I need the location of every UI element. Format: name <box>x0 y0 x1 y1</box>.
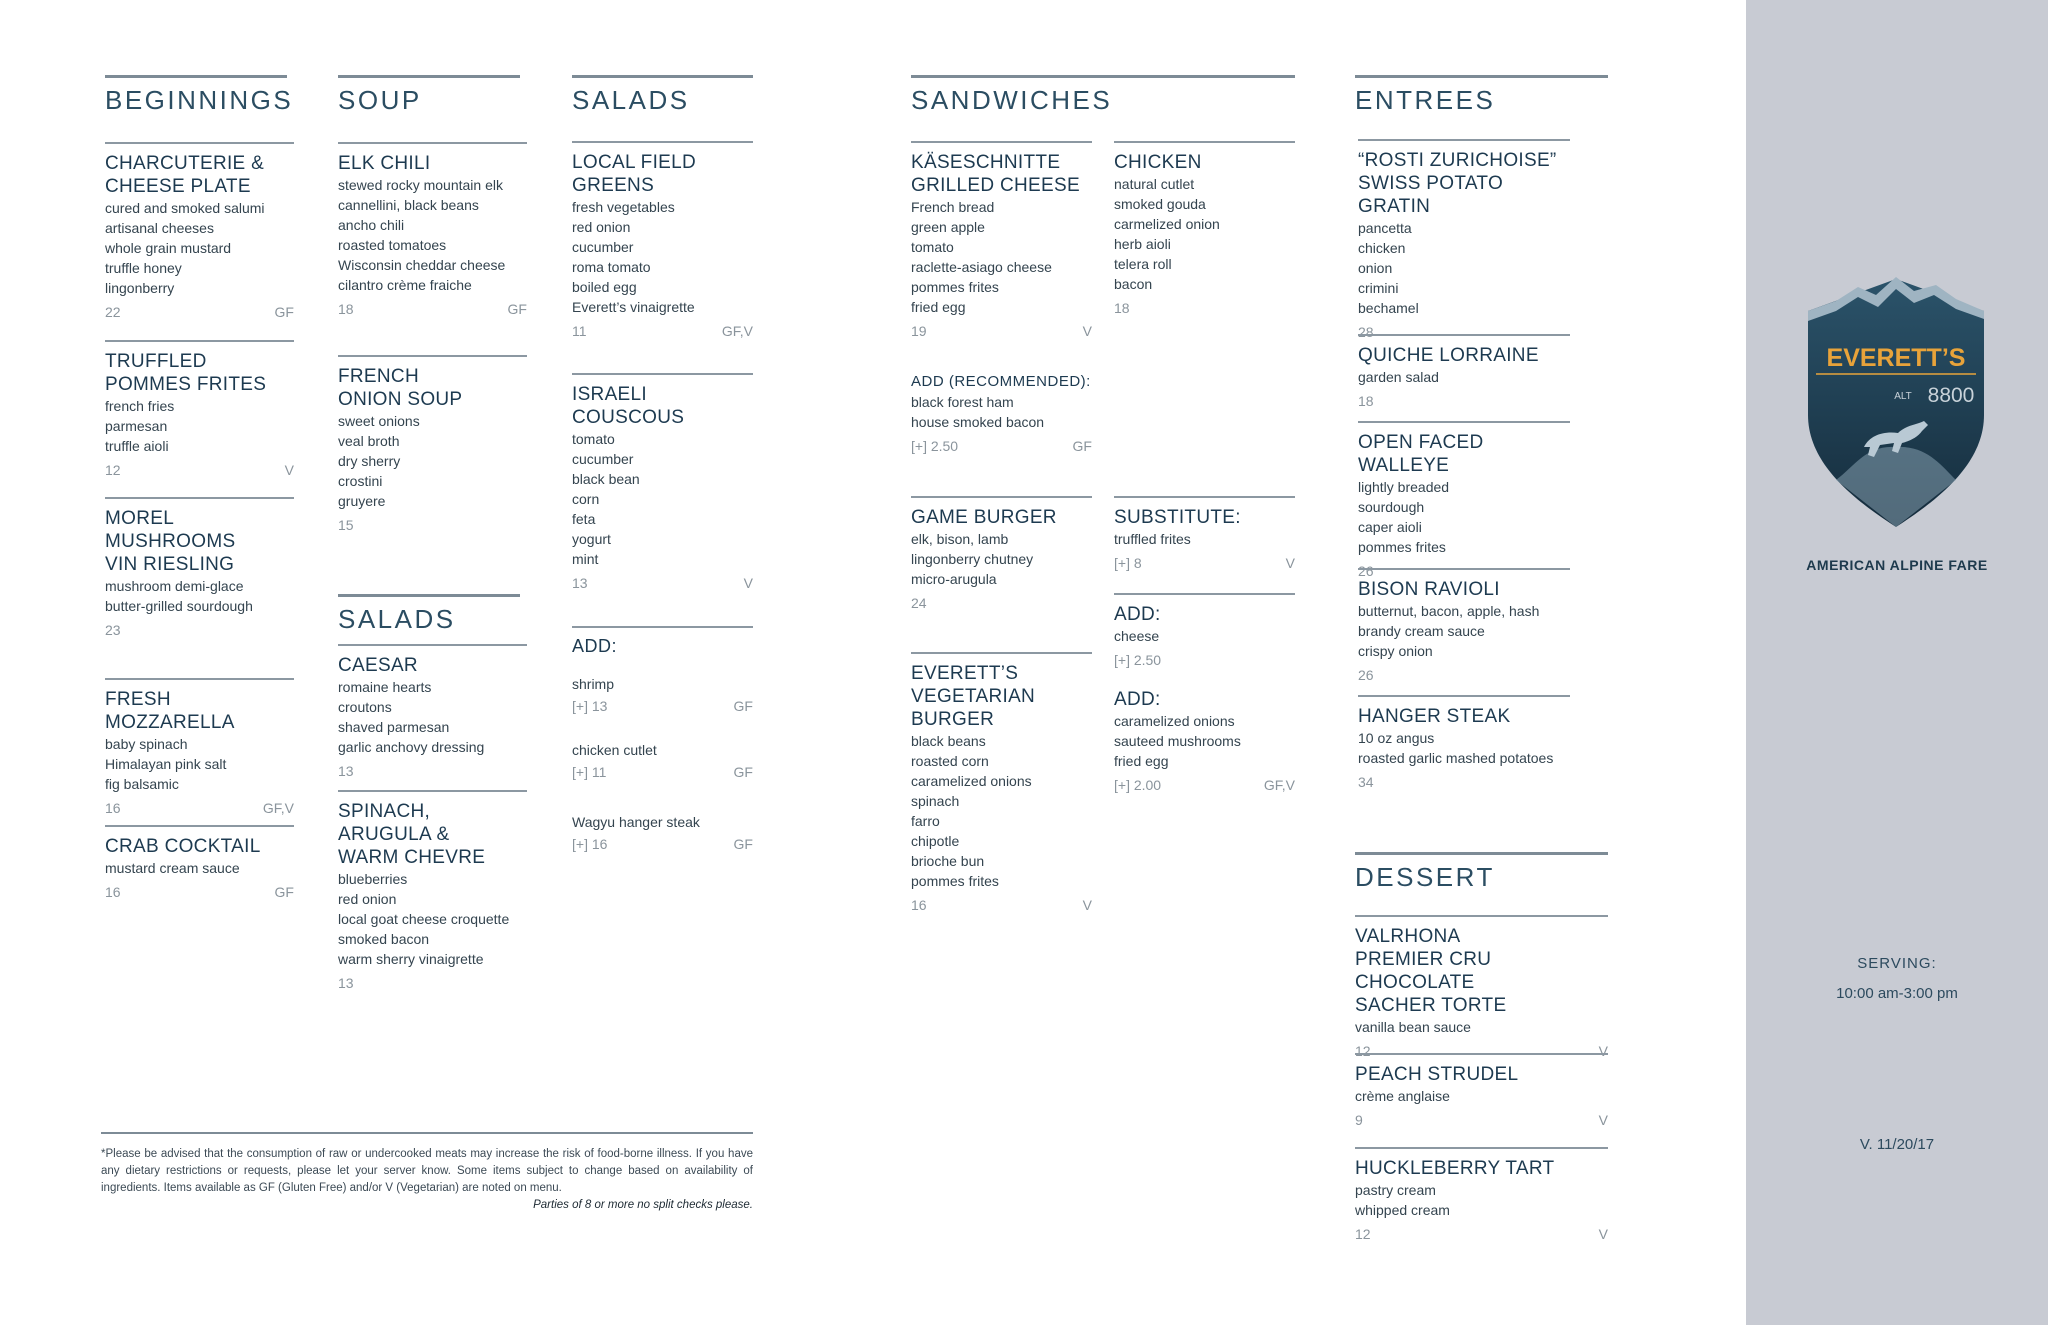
section-rule <box>338 594 520 597</box>
item-price: 12 <box>1355 1226 1371 1242</box>
item-ingredient: pommes frites <box>911 279 999 295</box>
serving-label: SERVING: <box>1857 955 1937 972</box>
menu-item-sacher-torte <box>1355 915 1608 1061</box>
item-ingredient: smoked gouda <box>1114 196 1206 212</box>
item-diet-tag: V <box>1598 1226 1608 1242</box>
menu-item-israeli-couscous <box>572 373 753 593</box>
menu-version: V. 11/20/17 <box>1859 1136 1935 1153</box>
item-name: HUCKLEBERRY TART <box>1355 1158 1555 1179</box>
item-name: LOCAL FIELD GREENS <box>572 152 697 196</box>
addon-recommended: ADD (RECOMMENDED): black forest ham house smoked bacon [+] 2.50 GF <box>911 373 1092 454</box>
serving-hours: 10:00 am-3:00 pm <box>1836 985 1958 1002</box>
item-ingredient: roasted tomatoes <box>338 237 447 253</box>
item-name: GAME BURGER <box>911 507 1057 528</box>
item-ingredient: pommes frites <box>911 873 999 889</box>
item-ingredient: lingonberry chutney <box>911 551 1034 567</box>
item-ingredient: spinach <box>911 793 960 809</box>
addon-option: shrimp [+] 13 GF <box>572 676 753 714</box>
item-diet-tag: V <box>1082 897 1092 913</box>
item-ingredient: truffle honey <box>105 260 182 276</box>
item-price: 18 <box>338 301 354 317</box>
item-name: OPEN FACED WALLEYE <box>1358 432 1484 476</box>
section-salads-title: SALADS <box>572 85 690 115</box>
item-ingredient: croutons <box>338 699 392 715</box>
item-ingredient: pancetta <box>1358 220 1412 236</box>
item-ingredient: fried egg <box>911 299 966 315</box>
section-beginnings-title: BEGINNINGS <box>105 85 294 115</box>
section-salads-2-title: SALADS <box>338 604 456 634</box>
item-name: HANGER STEAK <box>1358 706 1511 727</box>
item-ingredient: fig balsamic <box>105 776 179 792</box>
section-rule <box>338 75 520 78</box>
item-diet-tag: V <box>1598 1043 1608 1059</box>
logo-alt-label: ALT <box>1894 391 1912 402</box>
item-ingredient: smoked bacon <box>338 931 430 947</box>
item-diet-tag: V <box>1082 323 1092 339</box>
footer-notice <box>101 1146 753 1214</box>
item-ingredient: brioche bun <box>911 853 985 869</box>
item-price: 26 <box>1358 667 1374 683</box>
item-ingredient: truffle aioli <box>105 438 169 454</box>
menu-item-game-burger <box>911 496 1092 613</box>
item-ingredient: micro-arugula <box>911 571 997 587</box>
menu-item-spinach-arugula <box>338 790 527 993</box>
item-diet-tag: GF <box>507 301 527 317</box>
section-rule <box>1355 852 1608 855</box>
item-ingredient: chicken <box>1358 240 1406 256</box>
menu-item-crab-cocktail <box>105 825 294 902</box>
item-ingredient: blueberries <box>338 871 408 887</box>
item-ingredient: raclette-asiago cheese <box>911 259 1052 275</box>
item-ingredient: roma tomato <box>572 259 651 275</box>
item-ingredient: whipped cream <box>1355 1202 1450 1218</box>
salad-addons <box>572 626 753 854</box>
item-diet-tag: GF <box>274 884 294 900</box>
footer-disclaimer: *Please be advised that the consumption of raw or undercooked meats may increase the risk of food-borne illness. If you have any dietary restrictions or requests, please let your server know. Some items subject to change based on availability of ingredients. Items available as GF (Gluten Free) and/or V (Vegetarian) are noted on menu. <box>101 1148 753 1194</box>
item-ingredient: crimini <box>1358 280 1399 296</box>
brand-tagline: AMERICAN ALPINE FARE <box>1806 557 1988 573</box>
item-name: KÄSESCHNITTE GRILLED CHEESE <box>911 152 1080 196</box>
item-ingredient: lingonberry <box>105 280 175 296</box>
item-price: 23 <box>105 622 121 638</box>
addon-option: chicken cutlet [+] 11 GF <box>572 742 753 780</box>
item-name: PEACH STRUDEL <box>1355 1064 1519 1085</box>
item-price: 18 <box>1114 300 1130 316</box>
item-name: MOREL MUSHROOMS VIN RIESLING <box>105 508 236 575</box>
item-price: 26 <box>1358 563 1374 579</box>
item-ingredient: garden salad <box>1358 369 1439 385</box>
item-name: FRESH MOZZARELLA <box>105 689 235 733</box>
item-ingredient: mushroom demi-glace <box>105 578 244 594</box>
item-ingredient: Wisconsin cheddar cheese <box>338 257 506 273</box>
item-ingredient: shaved parmesan <box>338 719 450 735</box>
item-ingredient: corn <box>572 491 600 507</box>
item-ingredient: onion <box>1358 260 1393 276</box>
item-diet-tag: V <box>1598 1112 1608 1128</box>
item-ingredient: herb aioli <box>1114 236 1171 252</box>
item-price: 13 <box>338 763 354 779</box>
item-ingredient: 10 oz angus <box>1358 730 1435 746</box>
item-ingredient: pommes frites <box>1358 539 1446 555</box>
item-price: 12 <box>105 462 121 478</box>
menu-item-truffled-pommes-frites <box>105 340 294 480</box>
menu-item-vegetarian-burger <box>911 652 1092 915</box>
item-ingredient: cured and smoked salumi <box>105 200 265 216</box>
item-ingredient: French bread <box>911 199 995 215</box>
footer-parties-note: Parties of 8 or more no split checks please. <box>533 1199 753 1211</box>
section-rule <box>572 75 753 78</box>
item-price: 9 <box>1355 1112 1363 1128</box>
item-ingredient: cucumber <box>572 451 634 467</box>
menu-item-bison-ravioli <box>1358 568 1570 685</box>
menu-item-elk-chili <box>338 142 527 319</box>
item-price: 11 <box>572 323 587 339</box>
item-ingredient: red onion <box>572 219 631 235</box>
menu-item-fresh-mozzarella <box>105 678 294 818</box>
item-name: QUICHE LORRAINE <box>1358 345 1539 366</box>
item-name: BISON RAVIOLI <box>1358 579 1500 600</box>
item-ingredient: vanilla bean sauce <box>1355 1019 1471 1035</box>
item-ingredient: butter-grilled sourdough <box>105 598 253 614</box>
addon-vegetables: ADD: caramelized onions sauteed mushrooms fried egg [+] 2.00 GF,V <box>1114 689 1295 793</box>
addon-option: Wagyu hanger steak [+] 16 GF <box>572 814 753 852</box>
item-ingredient: warm sherry vinaigrette <box>338 951 484 967</box>
item-ingredient: natural cutlet <box>1114 176 1195 192</box>
menu-item-caesar <box>338 644 527 781</box>
section-rule <box>105 75 287 78</box>
item-ingredient: butternut, bacon, apple, hash <box>1358 603 1540 619</box>
item-ingredient: garlic anchovy dressing <box>338 739 485 755</box>
item-ingredient: ancho chili <box>338 217 405 233</box>
section-rule <box>1355 75 1608 78</box>
everetts-logo <box>1806 275 1986 530</box>
item-diet-tag: V <box>743 575 753 591</box>
menu-item-quiche <box>1358 334 1570 411</box>
item-price: 16 <box>105 884 121 900</box>
item-ingredient: chipotle <box>911 833 960 849</box>
item-ingredient: baby spinach <box>105 736 188 752</box>
item-diet-tag: V <box>284 462 294 478</box>
section-dessert-title: DESSERT <box>1355 862 1495 892</box>
section-rule <box>911 75 1295 78</box>
footer-rule <box>101 1132 753 1134</box>
item-ingredient: bacon <box>1114 276 1153 292</box>
brand-sidebar <box>1746 0 2048 1325</box>
item-ingredient: sourdough <box>1358 499 1425 515</box>
item-ingredient: red onion <box>338 891 397 907</box>
item-ingredient: fresh vegetables <box>572 199 675 215</box>
item-ingredient: lightly breaded <box>1358 479 1450 495</box>
menu-item-hanger-steak <box>1358 695 1570 792</box>
item-name: ISRAELI COUSCOUS <box>572 384 685 428</box>
item-ingredient: roasted garlic mashed potatoes <box>1358 750 1554 766</box>
item-ingredient: caramelized onions <box>911 773 1032 789</box>
menu-item-charcuterie <box>105 142 294 322</box>
item-price: 28 <box>1358 324 1374 340</box>
item-ingredient: romaine hearts <box>338 679 432 695</box>
item-name: CHICKEN <box>1114 152 1202 173</box>
item-ingredient: roasted corn <box>911 753 989 769</box>
item-name: FRENCH ONION SOUP <box>338 366 463 410</box>
menu-item-chicken <box>1114 141 1295 318</box>
menu-item-huckleberry-tart <box>1355 1147 1608 1244</box>
menu-item-french-onion-soup <box>338 355 527 535</box>
item-ingredient: cannellini, black beans <box>338 197 479 213</box>
item-ingredient: stewed rocky mountain elk <box>338 177 503 193</box>
item-ingredient: feta <box>572 511 596 527</box>
item-price: 24 <box>911 595 927 611</box>
item-price: 15 <box>338 517 354 533</box>
item-ingredient: crostini <box>338 473 383 489</box>
item-ingredient: black beans <box>911 733 986 749</box>
logo-alt-value: 8800 <box>1927 384 1975 407</box>
item-ingredient: tomato <box>572 431 615 447</box>
item-ingredient: crispy onion <box>1358 643 1433 659</box>
item-price: 12 <box>1355 1043 1371 1059</box>
item-name: ELK CHILI <box>338 153 431 174</box>
item-name: CHARCUTERIE & CHEESE PLATE <box>105 153 265 197</box>
item-ingredient: elk, bison, lamb <box>911 531 1009 547</box>
menu-item-morel-mushrooms <box>105 497 294 640</box>
item-ingredient: mustard cream sauce <box>105 860 240 876</box>
item-ingredient: gruyere <box>338 493 386 509</box>
item-ingredient: green apple <box>911 219 985 235</box>
section-sandwiches-title: SANDWICHES <box>911 85 1113 115</box>
item-ingredient: dry sherry <box>338 453 401 469</box>
item-price: 19 <box>911 323 927 339</box>
item-diet-tag: GF <box>274 304 294 320</box>
item-ingredient: Everett’s vinaigrette <box>572 299 695 315</box>
item-ingredient: telera roll <box>1114 256 1172 272</box>
addon-substitute: SUBSTITUTE: truffled frites [+] 8 V <box>1114 496 1295 573</box>
item-ingredient: french fries <box>105 398 175 414</box>
item-ingredient: artisanal cheeses <box>105 220 214 236</box>
menu-item-peach-strudel <box>1355 1053 1608 1130</box>
item-name: SPINACH, ARUGULA & WARM CHEVRE <box>338 801 486 868</box>
item-name: EVERETT’S VEGETARIAN BURGER <box>911 663 1036 730</box>
item-price: 22 <box>105 304 121 320</box>
item-name: CRAB COCKTAIL <box>105 836 261 857</box>
item-ingredient: carmelized onion <box>1114 216 1220 232</box>
item-ingredient: cucumber <box>572 239 634 255</box>
item-ingredient: black bean <box>572 471 640 487</box>
item-ingredient: mint <box>572 551 599 567</box>
item-price: 13 <box>572 575 588 591</box>
item-ingredient: tomato <box>911 239 954 255</box>
item-ingredient: farro <box>911 813 940 829</box>
menu-item-rosti <box>1358 139 1570 342</box>
item-ingredient: Himalayan pink salt <box>105 756 227 772</box>
item-ingredient: caper aioli <box>1358 519 1422 535</box>
salad-addons-title: ADD: <box>572 636 618 656</box>
section-entrees-title: ENTREES <box>1355 85 1496 115</box>
item-name: CAESAR <box>338 655 418 676</box>
item-ingredient: parmesan <box>105 418 168 434</box>
item-ingredient: crème anglaise <box>1355 1088 1450 1104</box>
item-ingredient: bechamel <box>1358 300 1419 316</box>
item-price: 16 <box>105 800 121 816</box>
addon-cheese: ADD: cheese [+] 2.50 <box>1114 593 1295 670</box>
item-ingredient: local goat cheese croquette <box>338 911 510 927</box>
item-ingredient: cilantro crème fraiche <box>338 277 472 293</box>
item-ingredient: yogurt <box>572 531 611 547</box>
item-price: 16 <box>911 897 927 913</box>
section-soup-title: SOUP <box>338 85 422 115</box>
item-ingredient: whole grain mustard <box>105 240 232 256</box>
menu-item-walleye <box>1358 421 1570 581</box>
item-ingredient: veal broth <box>338 433 400 449</box>
logo-name: EVERETT’S <box>1826 344 1966 372</box>
item-ingredient: pastry cream <box>1355 1182 1436 1198</box>
item-price: 34 <box>1358 774 1374 790</box>
item-diet-tag: GF,V <box>262 800 294 816</box>
item-name: TRUFFLED POMMES FRITES <box>105 351 267 395</box>
item-name: VALRHONA PREMIER CRU CHOCOLATE SACHER TORTE <box>1355 926 1507 1016</box>
item-ingredient: brandy cream sauce <box>1358 623 1485 639</box>
menu-item-kaseschnitte <box>911 141 1092 341</box>
item-diet-tag: GF,V <box>721 323 753 339</box>
item-price: 13 <box>338 975 354 991</box>
item-ingredient: sweet onions <box>338 413 420 429</box>
item-name: “ROSTI ZURICHOISE” SWISS POTATO GRATIN <box>1358 150 1557 217</box>
item-ingredient: boiled egg <box>572 279 637 295</box>
menu-item-local-field-greens <box>572 141 753 341</box>
item-price: 18 <box>1358 393 1374 409</box>
